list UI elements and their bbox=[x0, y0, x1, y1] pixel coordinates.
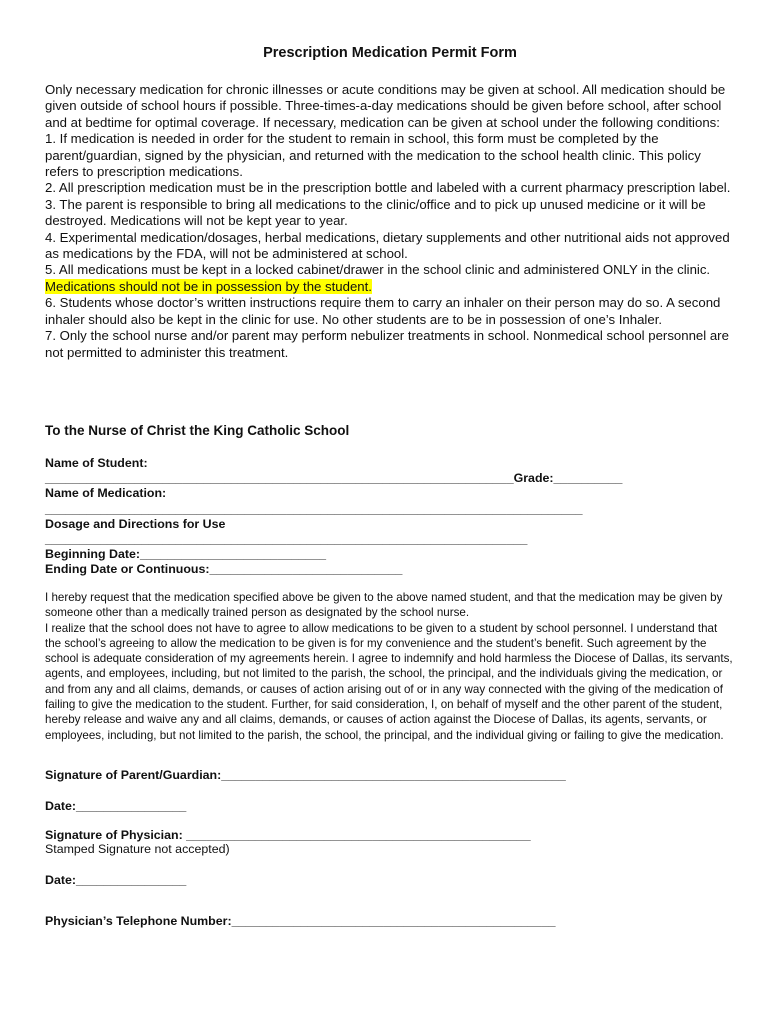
condition-2: 2. All prescription medication must be in the prescription bottle and labeled with a current pharmacy prescription label. bbox=[45, 180, 731, 196]
consent-section bbox=[45, 590, 735, 743]
student-name-label: Name of Student: bbox=[45, 456, 148, 470]
student-name-field[interactable]: ____________________________________________________________________Grade:__________ bbox=[45, 471, 623, 486]
condition-4: 4. Experimental medication/dosages, herbal medications, dietary supplements and other nutritional aids not approved as medications by the FDA, will not be administered at school. bbox=[45, 229, 730, 262]
condition-1: 1. If medication is needed in order for the student to remain in school, this form must be completed by the parent/guardian, signed by the physician, and returned with the medication to the school health clinic. This policy refers to prescription medications. bbox=[45, 131, 701, 180]
parent-signature-field[interactable]: Signature of Parent/Guardian:__________________________________________________ bbox=[45, 768, 566, 782]
dosage-field[interactable]: ______________________________________________________________________ bbox=[45, 532, 528, 547]
consent-release: I realize that the school does not have to agree to allow medications to be given to a student by school personnel. I understand that the school’s agreeing to allow the medication to be given is for my convenience and the student’s benefit. Such agreement by the school is adequate consideration of my agreements herein. I agree to indemnify and hold harmless the Diocese of Dallas, its servants, agents, and employees, including, but not limited to the parish, the school, the principal, and the individuals giving the medication, or and from any and all claims, demands, or causes of action arising out of or in any way connected with the giving of the medication of failing to give the medication to the student. Further, for said consideration, I, on behalf of myself and the other parent of the student, hereby release and waive any and all claims, demands, or causes of action against the Diocese of Dallas, its agents, servants, or employees, including, but not limited to the parish, the school, the principal, and the individual giving or failing to give the medication. bbox=[45, 621, 733, 742]
condition-5-text: 5. All medications must be kept in a locked cabinet/drawer in the school clinic and administered ONLY in the clinic. bbox=[45, 262, 711, 278]
condition-5 bbox=[45, 262, 735, 295]
intro-section bbox=[45, 82, 735, 361]
parent-date-field[interactable]: Date:________________ bbox=[45, 799, 187, 813]
physician-signature-field[interactable]: Signature of Physician: __________________________________________________ bbox=[45, 828, 531, 842]
page-title: Prescription Medication Permit Form bbox=[263, 45, 517, 61]
beginning-date-field[interactable]: Beginning Date:___________________________ bbox=[45, 547, 327, 562]
medication-name-label: Name of Medication: bbox=[45, 486, 167, 501]
medication-name-field[interactable]: ______________________________________________________________________________ bbox=[45, 501, 583, 516]
physician-phone-field[interactable]: Physician’s Telephone Number:_______________________________________________ bbox=[45, 914, 556, 928]
student-fields bbox=[45, 456, 735, 578]
intro-paragraph: Only necessary medication for chronic illnesses or acute conditions may be given at school. All medication should be given outside of school hours if possible. Three-times-a-day medications should be given before school, after school and at bedtime for optimal coverage. If necessary, medication can be given at school under the following conditions: bbox=[45, 82, 726, 130]
highlighted-text: Medications should not be in possession by the student. bbox=[45, 278, 372, 294]
physician-date-field[interactable]: Date:________________ bbox=[45, 873, 187, 887]
nurse-heading: To the Nurse of Christ the King Catholic School bbox=[45, 423, 350, 438]
condition-7: 7. Only the school nurse and/or parent may perform nebulizer treatments in school. Nonmedical school personnel are not permitted to administer this treatment. bbox=[45, 328, 729, 360]
stamp-note: Stamped Signature not accepted) bbox=[45, 842, 230, 856]
condition-3: 3. The parent is responsible to bring all medications to the clinic/office and to pick up unused medicine or it will be destroyed. Medications will not be kept year to year. bbox=[45, 196, 706, 229]
consent-request: I hereby request that the medication specified above be given to the above named student, and that the medication may be given by someone other than a medically trained person as designated by the school nurse. bbox=[45, 591, 723, 620]
dosage-label: Dosage and Directions for Use bbox=[45, 516, 226, 531]
physician-signature-block bbox=[45, 828, 531, 856]
condition-6: 6. Students whose doctor’s written instructions require them to carry an inhaler on their person may do so. A second inhaler should also be kept in the clinic for use. No other students are to be in possession of one’s Inhaler. bbox=[45, 295, 721, 327]
ending-date-field[interactable]: Ending Date or Continuous:____________________________ bbox=[45, 562, 403, 577]
